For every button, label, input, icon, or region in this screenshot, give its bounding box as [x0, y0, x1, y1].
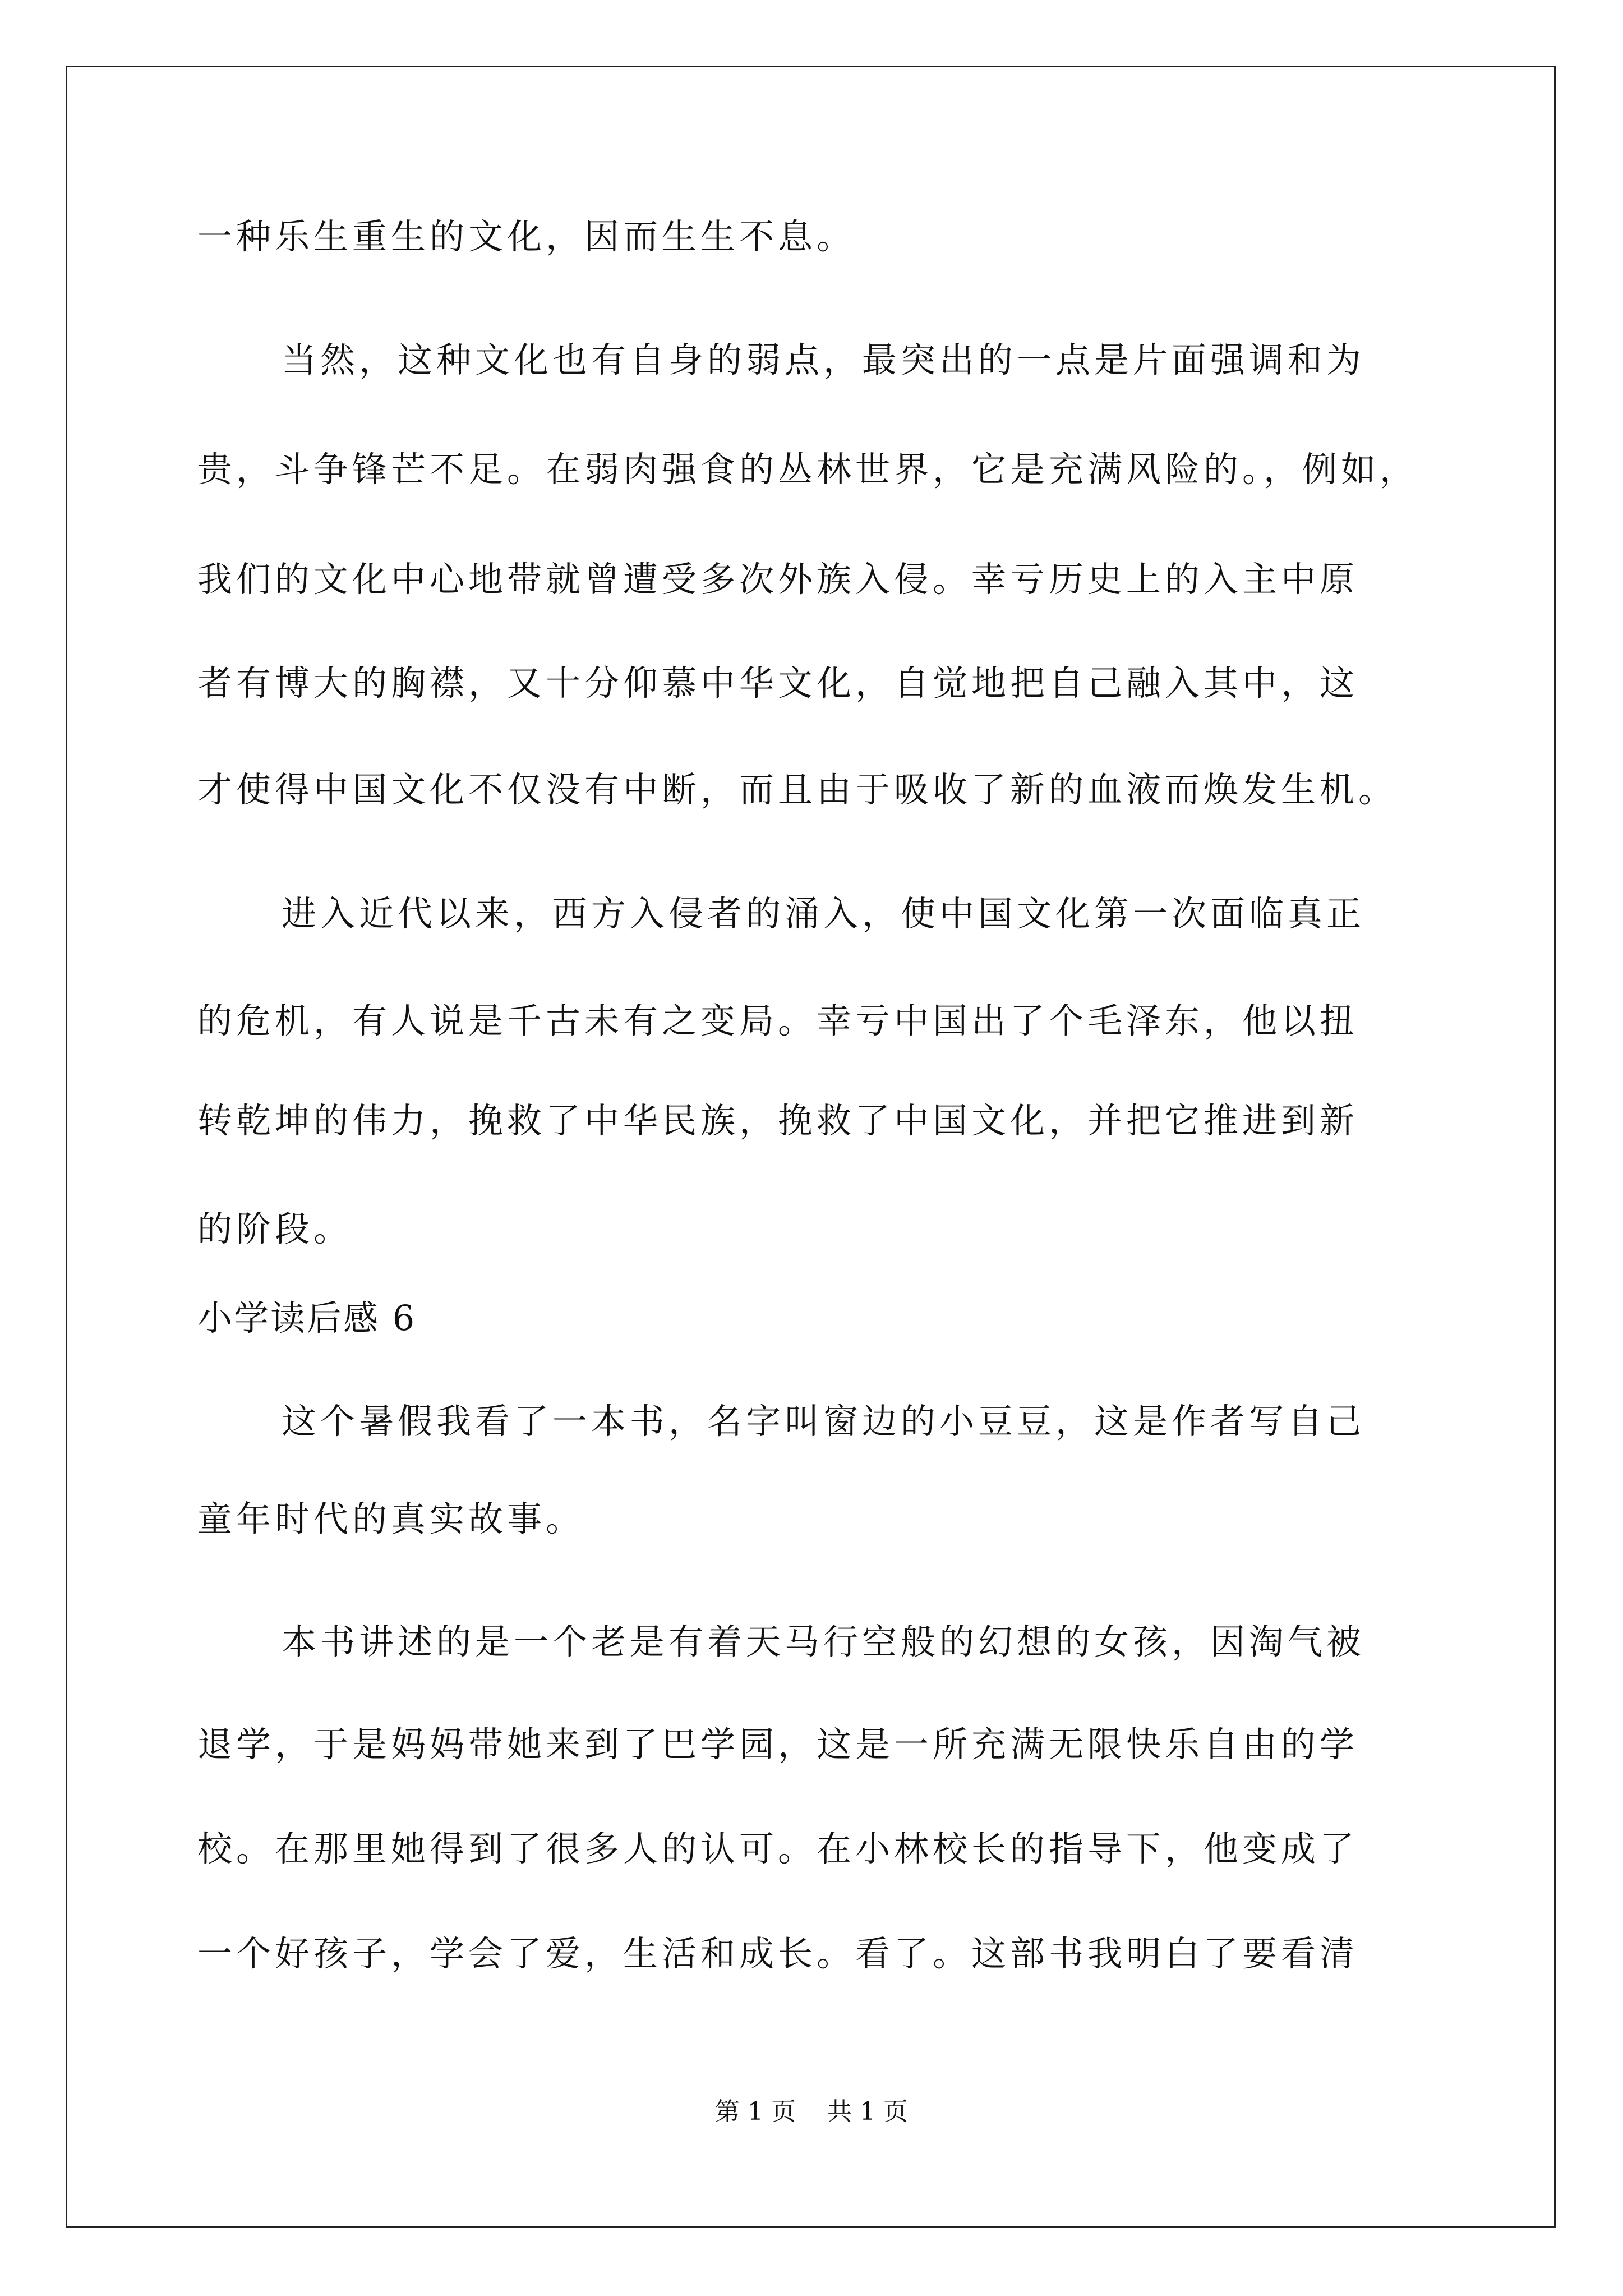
text-line: 才使得中国文化不仅没有中断，而且由于吸收了新的血液而焕发生机。 [197, 769, 1398, 810]
text-line: 校。在那里她得到了很多人的认可。在小林校长的指导下，他变成了 [197, 1828, 1359, 1869]
text-line: 的危机，有人说是千古未有之变局。幸亏中国出了个毛泽东，他以扭 [197, 1000, 1359, 1041]
text-line: 一个好孩子，学会了爱，生活和成长。看了。这部书我明白了要看清 [197, 1933, 1359, 1974]
text-line: 一种乐生重生的文化，因而生生不息。 [197, 216, 856, 257]
paragraph-start-line: 这个暑假我看了一本书，名字叫窗边的小豆豆，这是作者写自己 [282, 1401, 1366, 1442]
text-line: 退学，于是妈妈带她来到了巴学园，这是一所充满无限快乐自由的学 [197, 1724, 1359, 1765]
paragraph-start-line: 本书讲述的是一个老是有着天马行空般的幻想的女孩，因淘气被 [282, 1621, 1366, 1662]
paragraph-start-line: 当然，这种文化也有自身的弱点，最突出的一点是片面强调和为 [282, 339, 1366, 380]
text-line: 的阶段。 [197, 1208, 353, 1249]
text-line: 转乾坤的伟力，挽救了中华民族，挽救了中国文化，并把它推进到新 [197, 1100, 1359, 1141]
page-number: 第 1 页 共 1 页 [715, 2097, 908, 2126]
page-border [66, 66, 1556, 2228]
text-line: 者有博大的胸襟，又十分仰慕中华文化，自觉地把自己融入其中，这 [197, 662, 1359, 703]
paragraph-start-line: 进入近代以来，西方入侵者的涌入，使中国文化第一次面临真正 [282, 893, 1366, 934]
text-line: 贵，斗争锋芒不足。在弱肉强食的丛林世界，它是充满风险的。，例如， [197, 449, 1419, 490]
text-line: 童年时代的真实故事。 [197, 1498, 585, 1539]
text-line: 我们的文化中心地带就曾遭受多次外族入侵。幸亏历史上的入主中原 [197, 559, 1359, 600]
section-heading: 小学读后感 6 [197, 1297, 417, 1338]
page-footer [0, 2095, 1623, 2129]
